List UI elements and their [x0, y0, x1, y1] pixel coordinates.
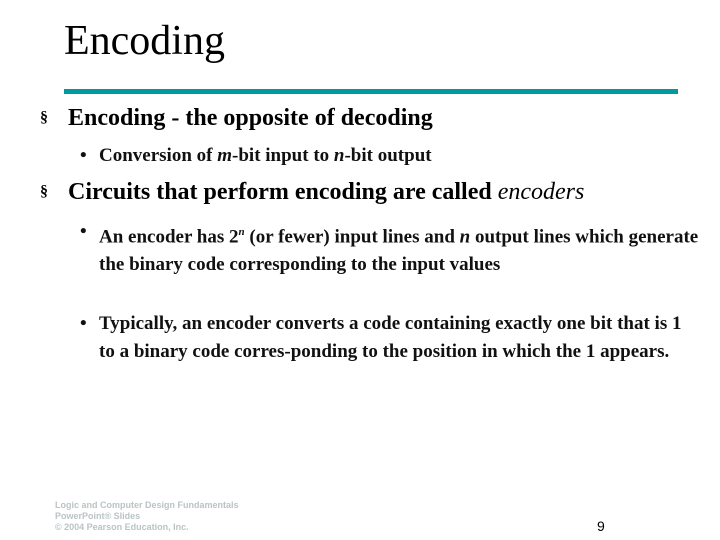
bullet-circuits — [40, 177, 584, 207]
sub-bullet-icon: • — [80, 145, 87, 166]
page-number: 9 — [597, 518, 605, 534]
footer-line-1: Logic and Computer Design Fundamentals — [55, 500, 239, 510]
text-run: -bit output — [344, 145, 432, 166]
bullet-encoding — [40, 103, 433, 133]
sub-bullet-icon: • — [80, 221, 87, 242]
term-encoders: encoders — [497, 179, 585, 205]
section-bullet-icon: § — [40, 109, 48, 126]
title-rule-bar — [64, 89, 678, 94]
sub-bullet-encoder-lines-text — [99, 218, 700, 279]
title-rule — [64, 89, 678, 94]
slide-title: Encoding — [64, 18, 225, 64]
text-run: output lines which generate the binary code corresponding to the input values — [99, 226, 699, 276]
sub-bullet-typically — [80, 310, 700, 366]
superscript-n: n — [238, 226, 245, 238]
bullet-encoding-text: Encoding - the opposite of decoding — [68, 105, 433, 131]
sub-bullet-conversion-text — [99, 142, 700, 170]
sub-bullet-encoder-lines — [80, 218, 700, 279]
var-n: n — [459, 226, 471, 248]
footer-logo — [55, 500, 239, 533]
section-bullet-icon: § — [40, 183, 48, 200]
var-n: n — [333, 145, 345, 166]
var-m: m — [217, 145, 233, 166]
footer-line-3: © 2004 Pearson Education, Inc. — [55, 522, 189, 532]
sub-bullet-conversion — [80, 142, 700, 170]
sub-bullet-typically-text: Typically, an encoder converts a code containing exactly one bit that is 1 to a binary code corres-ponding to the position in which the 1 appears. — [99, 313, 682, 362]
sub-bullet-icon: • — [80, 313, 87, 334]
text-run: Circuits that perform encoding are called — [68, 179, 498, 205]
footer-line-2: PowerPoint® Slides — [55, 511, 141, 521]
bullet-circuits-text — [68, 179, 584, 205]
text-run: -bit input to — [232, 145, 334, 166]
text-run: (or fewer) input lines and — [244, 226, 460, 248]
text-run: An encoder has 2 — [99, 226, 239, 248]
text-run: Conversion of — [99, 145, 218, 166]
